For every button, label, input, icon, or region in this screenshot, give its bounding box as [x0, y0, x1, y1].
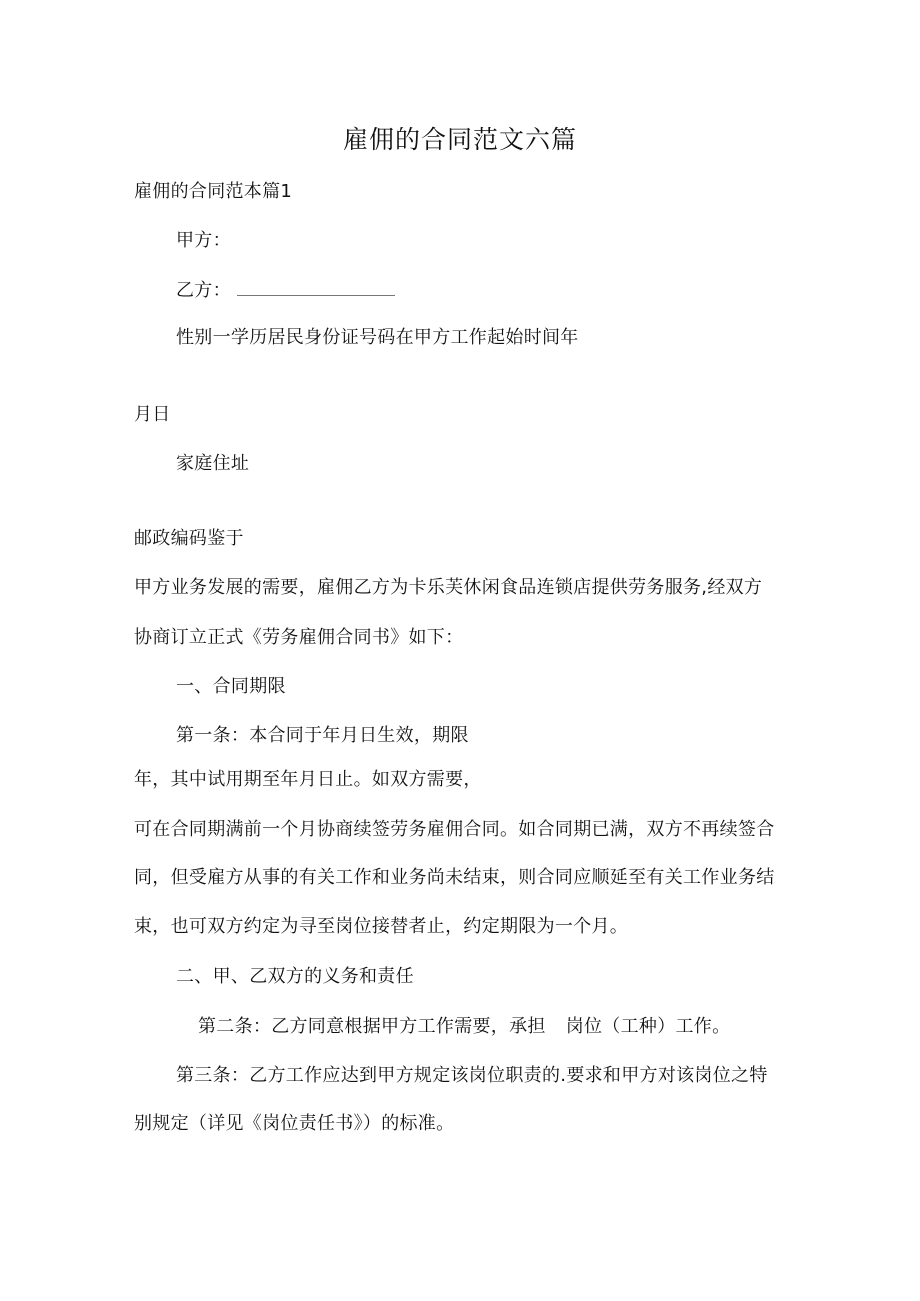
heading-contract-term: 一、合同期限 — [176, 676, 286, 697]
article-2-line — [198, 1015, 730, 1039]
article-1-line-1: 第一条：本合同于年月日生效，期限 — [176, 725, 469, 746]
intro-line-2: 协商订立正式《劳务雇佣合同书》如下： — [134, 627, 464, 648]
party-b-label: 乙方： — [176, 280, 231, 301]
section-heading: 雇佣的合同范本篇1 — [134, 181, 293, 202]
article-2-part-1: 第二条：乙方同意根据甲方工作需要，承担 — [198, 1016, 546, 1037]
article-1-line-4: 同，但受雇方从事的有关工作和业务尚未结束，则合同应顺延至有关工作业务结 — [134, 867, 775, 888]
party-b-row — [176, 278, 395, 303]
home-address-line: 家庭住址 — [176, 453, 250, 474]
document-title: 雇佣的合同范文六篇 — [342, 125, 577, 154]
heading-duties: 二、甲、乙双方的义务和责任 — [176, 966, 414, 987]
info-line: 性别一学历居民身份证号码在甲方工作起始时间年 — [176, 327, 579, 348]
month-day-line: 月日 — [134, 404, 171, 425]
intro-line-1: 甲方业务发展的需要，雇佣乙方为卡乐芙休闲食品连锁店提供劳务服务,经双方 — [134, 577, 763, 598]
article-3-line-1: 第三条：乙方工作应达到甲方规定该岗位职责的.要求和甲方对该岗位之特 — [176, 1065, 768, 1086]
article-2-part-2: 岗位（工种）工作。 — [565, 1016, 731, 1037]
article-1-line-5: 束，也可双方约定为寻至岗位接替者止，约定期限为一个月。 — [134, 916, 629, 937]
article-1-line-3: 可在合同期满前一个月协商续签劳务雇佣合同。如合同期已满，双方不再续签合 — [134, 819, 775, 840]
party-a-label: 甲方： — [176, 230, 231, 251]
article-3-line-2: 别规定（详见《岗位责任书》）的标准。 — [134, 1113, 455, 1134]
postal-code-line: 邮政编码鉴于 — [134, 528, 244, 549]
article-1-line-2: 年，其中试用期至年月日止。如双方需要， — [134, 769, 482, 790]
party-b-blank-line — [237, 278, 395, 296]
